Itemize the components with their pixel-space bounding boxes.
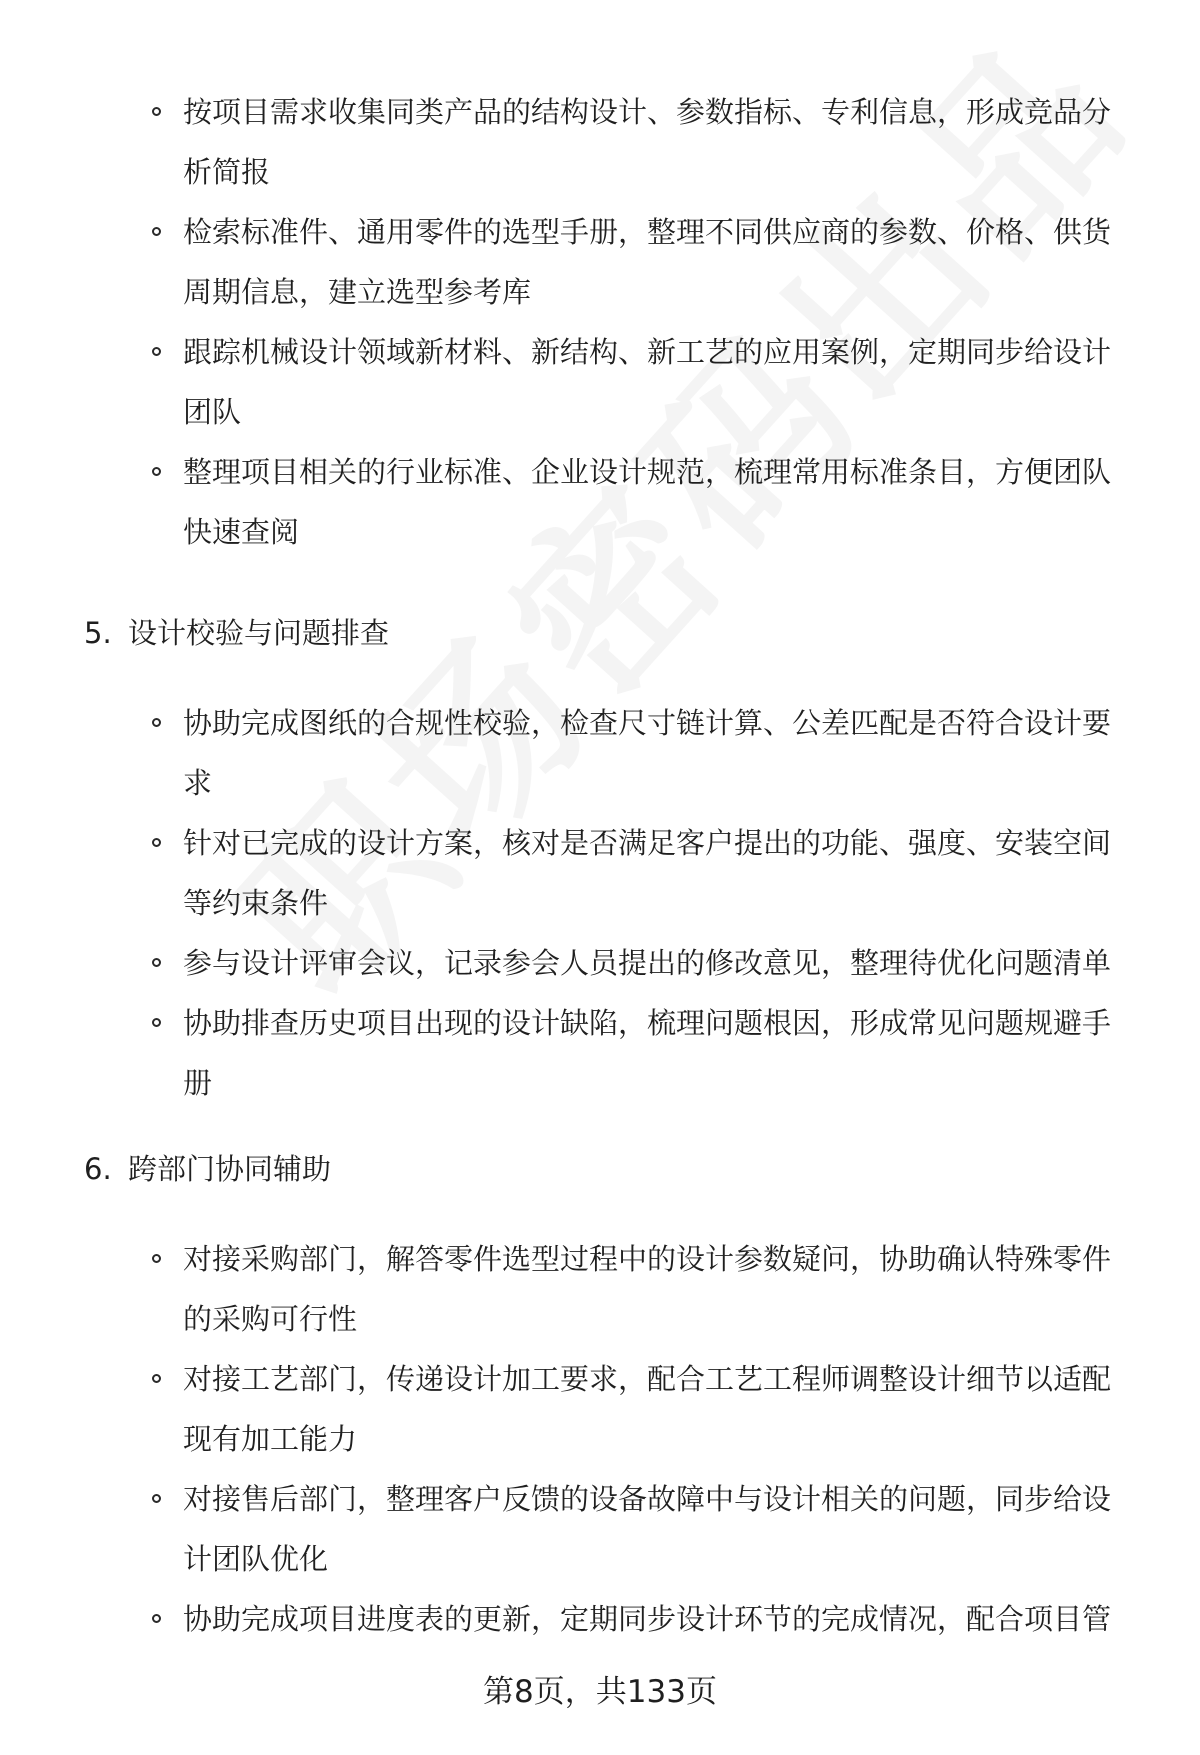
section-number: 6.	[84, 1152, 112, 1186]
section-title: 设计校验与问题排查	[128, 616, 390, 650]
list-item	[0, 82, 1200, 202]
list-item-text: 检索标准件、通用零件的选型手册，整理不同供应商的参数、价格、供货周期信息，建立选型参考库	[183, 215, 1112, 309]
list-item-text: 参与设计评审会议，记录参会人员提出的修改意见，整理待优化问题清单	[183, 946, 1112, 980]
bullet-circle-icon	[152, 1494, 161, 1503]
section6-bullet-list	[0, 1229, 1200, 1649]
bullet-circle-icon	[152, 227, 161, 236]
list-item	[0, 693, 1200, 813]
list-item-text: 整理项目相关的行业标准、企业设计规范，梳理常用标准条目，方便团队快速查阅	[183, 455, 1112, 549]
section-title: 跨部门协同辅助	[128, 1152, 332, 1186]
bullet-circle-icon	[152, 347, 161, 356]
bullet-circle-icon	[152, 107, 161, 116]
list-item-text: 协助完成项目进度表的更新，定期同步设计环节的完成情况，配合项目管	[183, 1602, 1112, 1636]
list-item-text: 对接采购部门，解答零件选型过程中的设计参数疑问，协助确认特殊零件的采购可行性	[183, 1242, 1112, 1336]
list-item	[0, 442, 1200, 562]
section-number: 5.	[84, 616, 112, 650]
list-item-text: 对接售后部门，整理客户反馈的设备故障中与设计相关的问题，同步给设计团队优化	[183, 1482, 1112, 1576]
list-item-text: 针对已完成的设计方案，核对是否满足客户提出的功能、强度、安装空间等约束条件	[183, 826, 1112, 920]
list-item	[0, 1589, 1200, 1649]
list-item-text: 协助完成图纸的合规性校验，检查尺寸链计算、公差匹配是否符合设计要求	[183, 706, 1112, 800]
list-item-text: 跟踪机械设计领域新材料、新结构、新工艺的应用案例，定期同步给设计团队	[183, 335, 1112, 429]
list-item-text: 协助排查历史项目出现的设计缺陷，梳理问题根因，形成常见问题规避手册	[183, 1006, 1112, 1100]
intro-bullet-list	[0, 82, 1200, 562]
list-item	[0, 813, 1200, 933]
bullet-circle-icon	[152, 958, 161, 967]
list-item	[0, 1469, 1200, 1589]
bullet-circle-icon	[152, 718, 161, 727]
bullet-circle-icon	[152, 838, 161, 847]
list-item-text: 对接工艺部门，传递设计加工要求，配合工艺工程师调整设计细节以适配现有加工能力	[183, 1362, 1112, 1456]
bullet-circle-icon	[152, 1614, 161, 1623]
list-item-text: 按项目需求收集同类产品的结构设计、参数指标、专利信息，形成竞品分析简报	[183, 95, 1112, 189]
bullet-circle-icon	[152, 1018, 161, 1027]
bullet-circle-icon	[152, 1254, 161, 1263]
list-item	[0, 1229, 1200, 1349]
list-item	[0, 1349, 1200, 1469]
list-item	[0, 322, 1200, 442]
bullet-circle-icon	[152, 467, 161, 476]
list-item	[0, 202, 1200, 322]
list-item	[0, 993, 1200, 1113]
section5-bullet-list	[0, 693, 1200, 1113]
page-number-footer: 第8页，共133页	[483, 1674, 717, 1710]
bullet-circle-icon	[152, 1374, 161, 1383]
section-heading	[0, 603, 1200, 663]
list-item	[0, 933, 1200, 993]
section-heading	[0, 1139, 1200, 1199]
